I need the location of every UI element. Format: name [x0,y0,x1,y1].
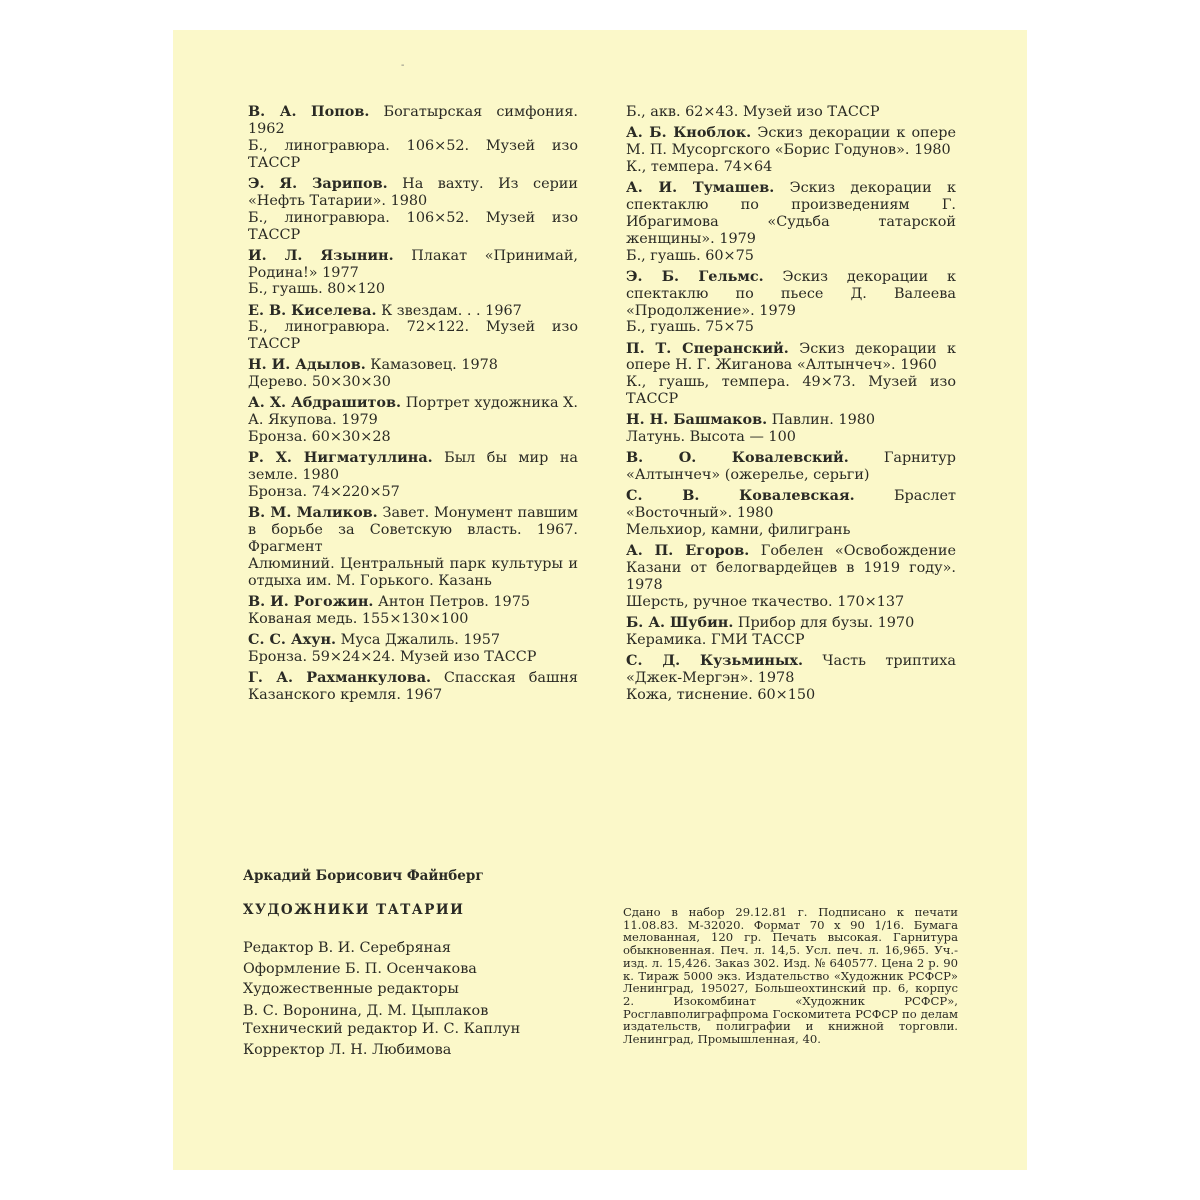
catalog-entry [626,125,956,176]
catalog-entry [626,412,956,446]
entry-author: С. В. Ковалевская. [626,487,855,505]
entry-material: Бронза. 74×220×57 [248,484,400,501]
entry-author: Н. И. Адылов. [248,356,366,374]
credit-design: Оформление Б. П. Осенчакова [243,960,477,977]
catalog-entry [626,104,956,121]
entry-material: К., гуашь, темпера. 49×73. Музей изо ТАССР [626,374,956,408]
catalog-entry [626,450,956,484]
entry-material: Б., линогравюра. 106×52. Музей изо ТАССР [248,137,578,171]
catalog-entry [626,615,956,649]
entry-title: Муса Джалиль. 1957 [336,631,501,648]
entry-author: А. П. Егоров. [626,542,750,560]
entry-title: Завет. Монумент павшим в борьбе за Советскую власть. 1967. Фрагмент [248,505,578,556]
entry-author: В. М. Маликов. [248,504,378,522]
entry-material: Кожа, тиснение. 60×150 [626,686,816,703]
entry-title: Гарнитур «Алтынчеч» (ожерелье, серьги) [626,450,956,484]
entry-title: К звездам. . . 1967 [376,302,522,319]
entry-author: Е. В. Киселева. [248,301,377,319]
entry-author: А. Б. Кноблок. [626,124,752,142]
catalog-entry [248,594,578,628]
catalog-entry [626,180,956,265]
entry-title: Прибор для бузы. 1970 [733,615,915,632]
entry-material: Б., линогравюра. 106×52. Музей изо ТАССР [248,209,578,243]
entry-title: Гобелен «Освобождение Казани от белогвардейцев в 1919 году». 1978 [626,543,956,594]
entry-author: П. Т. Сперанский. [626,339,789,357]
entry-title: Эскиз декорации к спектаклю по пьесе Д. Валеева «Продолжение». 1979 [626,268,956,319]
catalog-entry [248,357,578,391]
entry-material: Б., гуашь. 80×120 [248,281,386,298]
entry-title: Павлин. 1980 [767,412,876,429]
entry-author: В. А. Попов. [248,103,370,120]
left-column [248,104,578,708]
entry-material: Латунь. Высота — 100 [626,429,796,446]
entry-author: А. Х. Абдрашитов. [248,394,402,412]
entry-author: С. Д. Кузьминых. [626,652,803,670]
entry-author: Б. А. Шубин. [626,614,734,632]
catalog-entry [248,670,578,704]
entry-author: И. Л. Язынин. [248,246,394,264]
entry-author: Г. А. Рахманкулова. [248,668,432,686]
catalog-entry [626,269,956,337]
entry-title: Спасская башня Казанского кремля. 1967 [248,669,578,703]
page-mark: - [401,60,405,71]
entry-author: А. И. Тумашев. [626,179,775,196]
entry-title: Эскиз декорации к опере М. П. Мусоргского «Борис Годунов». 1980 [626,125,957,158]
page-sheet [173,30,1027,1170]
credit-proofreader: Корректор Л. Н. Любимова [243,1041,452,1058]
catalog-entry [248,104,578,172]
entry-material: Керамика. ГМИ ТАССР [626,631,805,648]
catalog-entry [626,543,956,611]
catalog-entry [248,303,578,354]
entry-material: Шерсть, ручное ткачество. 170×137 [626,593,905,610]
catalog-entry [626,341,956,409]
catalog-entry [248,176,578,244]
entry-title: Часть триптиха «Джек-Мергэн». 1978 [626,653,957,686]
right-column [626,104,956,708]
credit-art-editors-names: В. С. Воронина, Д. М. Цыплаков [243,1002,489,1019]
credits-block [243,938,520,1060]
entry-title: Б., акв. 62×43. Музей изо ТАССР [626,104,880,120]
entry-material: Бронза. 59×24×24. Музей изо ТАССР [248,648,537,665]
entry-author: Э. Б. Гельмс. [626,267,764,285]
book-title: ХУДОЖНИКИ ТАТАРИИ [243,902,465,918]
credit-art-editors-label: Художественные редакторы [243,981,459,997]
catalog-entry [248,505,578,590]
book-author: Аркадий Борисович Файнберг [243,868,484,884]
catalog-entry [626,653,956,704]
entry-author: В. О. Ковалевский. [626,449,849,467]
entry-title: Камазовец. 1978 [365,357,498,374]
entry-material: Б., линогравюра. 72×122. Музей изо ТАССР [248,319,578,353]
entry-title: Эскиз декорации к опере Н. Г. Жиганова «Алтынчеч». 1960 [626,340,956,374]
entry-author: В. И. Рогожин. [248,592,374,610]
entry-material: Б., гуашь. 60×75 [626,247,754,264]
entry-material: Дерево. 50×30×30 [248,374,391,391]
entry-material: Б., гуашь. 75×75 [626,319,754,336]
entry-title: Эскиз декорации к спектаклю по произведениям Г. Ибрагимова «Судьба татарской женщины». 1979 [626,180,956,247]
entry-material: Бронза. 60×30×28 [248,429,391,446]
entry-material: Кованая медь. 155×130×100 [248,610,469,627]
catalog-entry [248,632,578,666]
catalog-entry [248,450,578,501]
entry-author: Р. Х. Нигматуллина. [248,449,433,467]
catalog-entry [248,248,578,299]
entry-author: Н. Н. Башмаков. [626,411,768,429]
entry-title: Плакат «Принимай, Родина!» 1977 [248,247,578,281]
publication-imprint: Сдано в набор 29.12.81 г. Подписано к печати 11.08.83. М-32020. Формат 70 x 90 1/16. Бумага мелованная, 120 гр. Печать высокая. Гарнитура обыкновенная. Печ. л. 14,5. Усл. печ. л. 16,965. Уч.-изд. л. 15,426. Заказ 302. Изд. № 640577. Цена 2 р. 90 к. Тираж 5000 экз. Издательство «Художник РСФСР» Ленинград, 195027, Большеохтинский пр. 6, корпус 2. Изокомбинат «Художник РСФСР», Росглавполиграфпрома Госкомитета РСФСР по делам издательств, полиграфии и книжной торговли. Ленинград, Промышленная, 40. [623,905,958,1047]
entry-title: Был бы мир на земле. 1980 [248,450,578,484]
entry-title: Портрет художника Х. А. Якупова. 1979 [248,395,578,429]
catalog-entry [248,395,578,446]
entry-title: Богатырская симфония. 1962 [248,104,578,137]
entry-title: Антон Петров. 1975 [373,593,531,610]
entry-author: Э. Я. Зарипов. [248,174,388,192]
entry-material: К., темпера. 74×64 [626,158,773,175]
entry-material: Мельхиор, камни, филигрань [626,522,851,539]
entry-author: С. С. Ахун. [248,630,337,648]
entry-title: Браслет «Восточный». 1980 [626,488,957,522]
entry-title: На вахту. Из серии «Нефть Татарии». 1980 [248,175,578,209]
catalog-entry [626,488,956,539]
credit-tech-editor: Технический редактор И. С. Каплун [243,1021,521,1037]
entry-material: Алюминий. Центральный парк культуры и отдыха им. М. Горького. Казань [248,555,578,589]
credit-editor: Редактор В. И. Серебряная [243,940,451,956]
